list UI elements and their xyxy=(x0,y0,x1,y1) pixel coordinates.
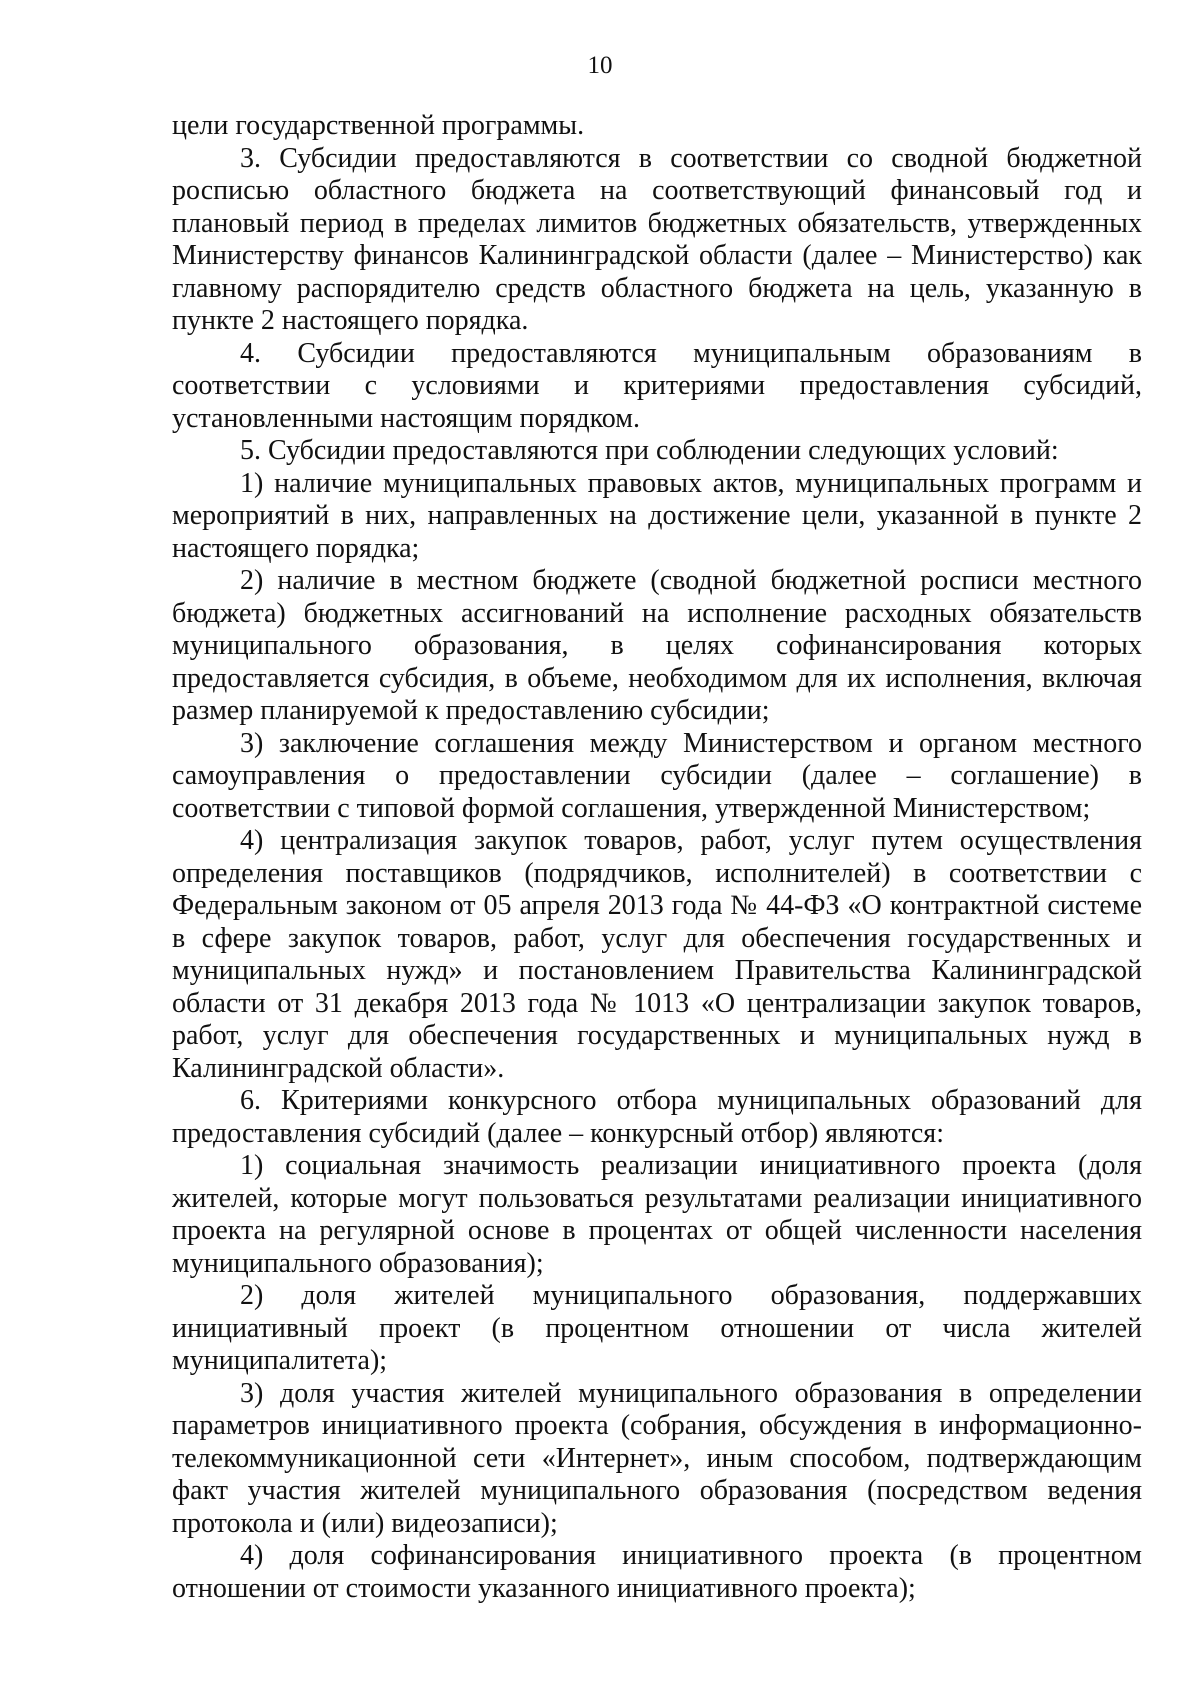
paragraph-intro-continuation: цели государственной программы. xyxy=(172,110,585,141)
document-body xyxy=(172,110,1142,1605)
paragraph-condition-1: 1) наличие муниципальных правовых актов, муниципальных программ и мероприятий в них, направленных на достижение цели, указанной в пункте 2 настоящего порядка; xyxy=(172,467,1142,564)
page-number: 10 xyxy=(587,52,613,79)
paragraph-item-6: 6. Критериями конкурсного отбора муниципальных образований для предоставления субсидий (далее – конкурсный отбор) являются: xyxy=(172,1085,1142,1149)
paragraph-item-5: 5. Субсидии предоставляются при соблюдении следующих условий: xyxy=(240,435,1059,466)
paragraph-criterion-3: 3) доля участия жителей муниципального образования в определении параметров инициативного проекта (собрания, обсуждения в информационно-телекоммуникационной сети «Интернет», иным способом, подтверждающим факт участия жителей муниципального образования (посредством ведения протокола и (или) видеозаписи); xyxy=(172,1377,1142,1539)
paragraph-item-3: 3. Субсидии предоставляются в соответствии со сводной бюджетной росписью областного бюджета на соответствующий финансовый год и плановый период в пределах лимитов бюджетных обязательств, утвержденных Министерству финансов Калининградской области (далее – Министерство) как главному распорядителю средств областного бюджета на цель, указанную в пункте 2 настоящего порядка. xyxy=(172,142,1142,336)
paragraph-criterion-2: 2) доля жителей муниципального образования, поддержавших инициативный проект (в процентном отношении от числа жителей муниципалитета); xyxy=(172,1280,1142,1376)
paragraph-item-4: 4. Субсидии предоставляются муниципальным образованиям в соответствии с условиями и критериями предоставления субсидий, установленными настоящим порядком. xyxy=(172,337,1142,434)
paragraph-condition-3: 3) заключение соглашения между Министерством и органом местного самоуправления о предоставлении субсидии (далее – соглашение) в соответствии с типовой формой соглашения, утвержденной Министерством; xyxy=(172,727,1142,824)
paragraph-criterion-1: 1) социальная значимость реализации инициативного проекта (доля жителей, которые могут пользоваться результатами реализации инициативного проекта на регулярной основе в процентах от общей численности населения муниципального образования); xyxy=(172,1150,1142,1279)
paragraph-condition-2: 2) наличие в местном бюджете (сводной бюджетной росписи местного бюджета) бюджетных ассигнований на исполнение расходных обязательств муниципального образования, в целях софинансирования которых предоставляется субсидия, в объеме, необходимом для их исполнения, включая размер планируемой к предоставлению субсидии; xyxy=(172,565,1142,726)
paragraph-criterion-4: 4) доля софинансирования инициативного проекта (в процентном отношении от стоимости указанного инициативного проекта); xyxy=(172,1540,1142,1604)
paragraph-condition-4: 4) централизация закупок товаров, работ, услуг путем осуществления определения поставщиков (подрядчиков, исполнителей) в соответствии с Федеральным законом от 05 апреля 2013 года № 44-ФЗ «О контрактной системе в сфере закупок товаров, работ, услуг для обеспечения государственных и муниципальных нужд» и постановлением Правительства Калининградской области от 31 декабря 2013 года № 1013 «О централизации закупок товаров, работ, услуг для обеспечения государственных и муниципальных нужд в Калининградской области». xyxy=(172,825,1142,1084)
